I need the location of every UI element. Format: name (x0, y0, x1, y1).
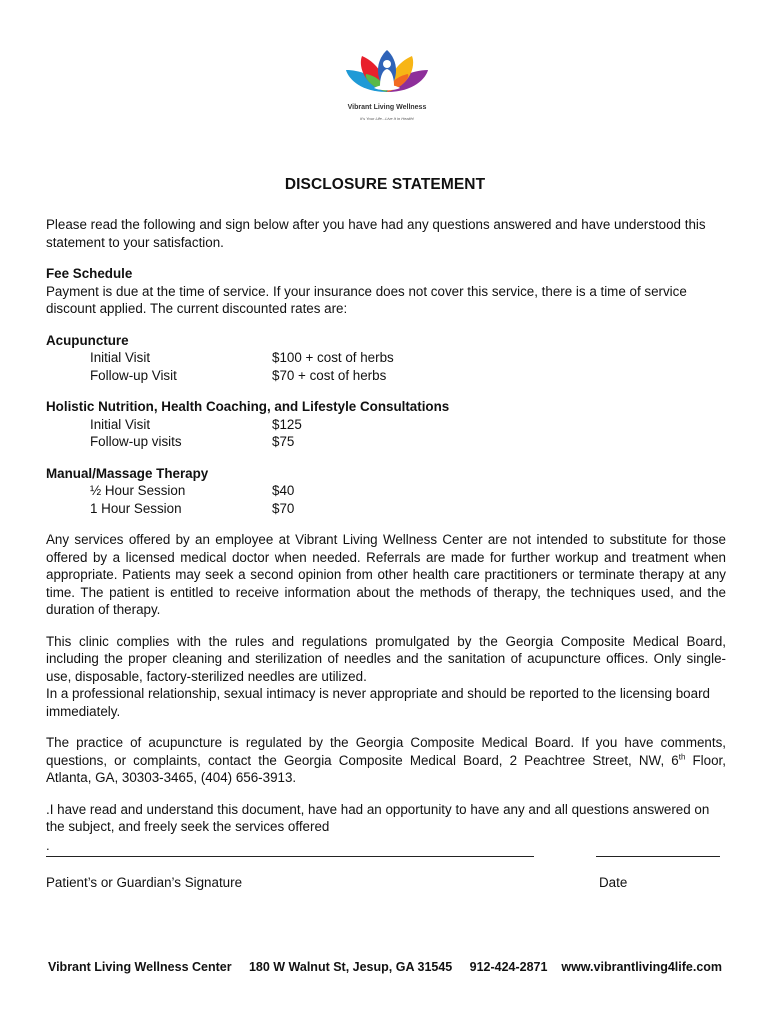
professional-conduct-paragraph: In a professional relationship, sexual intimacy is never appropriate and should be reported to the licensing board immediately. (46, 686, 710, 719)
page-title: DISCLOSURE STATEMENT (284, 176, 486, 193)
fee-schedule-text: Payment is due at the time of service. If your insurance does not cover this service, there is a time of service discount applied. The current discounted rates are: (46, 283, 687, 316)
rate-label: Follow-up Visit (90, 367, 177, 383)
acupuncture-section (46, 332, 726, 385)
rate-row (46, 367, 726, 385)
nutrition-section (46, 398, 726, 451)
signature-line[interactable] (46, 856, 534, 857)
logo (337, 48, 437, 128)
rate-label: Initial Visit (90, 350, 151, 365)
document-body (46, 216, 726, 836)
rate-price: $100 + cost of herbs (272, 350, 394, 365)
rate-label: Initial Visit (90, 416, 151, 432)
rate-price: $125 (272, 416, 302, 432)
nutrition-heading: Holistic Nutrition, Health Coaching, and Lifestyle Consultations (46, 399, 450, 414)
rate-price: $70 + cost of herbs (272, 367, 387, 383)
date-label: Date (599, 875, 628, 890)
regulation-paragraph (46, 734, 726, 787)
massage-heading: Manual/Massage Therapy (46, 465, 209, 481)
fee-schedule-section (46, 265, 726, 318)
footer: Vibrant Living Wellness Center 180 W Walnut St, Jesup, GA 31545 912-424-2871 www.vibrantliving4life.com (47, 960, 723, 974)
logo-tagline: It's Your Life...Live It in Health! (360, 116, 414, 121)
rate-row (46, 349, 726, 367)
rate-row (46, 482, 726, 500)
rate-label: 1 Hour Session (90, 500, 182, 516)
rate-label: ½ Hour Session (90, 483, 186, 498)
compliance-section (46, 633, 726, 721)
rate-row (46, 416, 726, 434)
compliance-paragraph: This clinic complies with the rules and regulations promulgated by the Georgia Composite Medical Board, including the proper cleaning and sterilization of needles and the sanitation of acupuncture offices. Only single-use, disposable, factory-sterilized needles are utilized. (46, 633, 726, 684)
logo-name: Vibrant Living Wellness (347, 104, 427, 111)
intro-text: Please read the following and sign below after you have had any questions answered and have understood this statement to your satisfaction. (46, 217, 706, 250)
rate-row (46, 500, 726, 518)
massage-section (46, 465, 726, 518)
rate-price: $70 (272, 500, 295, 516)
rate-price: $40 (272, 483, 295, 498)
regulation-text: The practice of acupuncture is regulated by the Georgia Composite Medical Board. If you have comments, questions, or complaints, contact the Georgia Composite Medical Board, 2 Peachtree Street, NW, 6 (46, 735, 726, 768)
regulation-text-end: Floor, Atlanta, GA, 30303-3465, (404) 656-3913. (46, 752, 726, 785)
services-paragraph: Any services offered by an employee at Vibrant Living Wellness Center are not intended to substitute for those offered by a licensed medical doctor when needed. Referrals are made for further workup and treatment when appropriate. Patients may seek a second opinion from other health care practitioners or terminate therapy at any time. The patient is entitled to receive information about the methods of therapy, the techniques used, and the duration of therapy. (46, 532, 726, 617)
stray-period: . (46, 838, 50, 853)
date-line[interactable] (596, 856, 720, 857)
ordinal-suffix: th (678, 752, 686, 762)
rate-row (46, 433, 726, 451)
rate-label: Follow-up visits (90, 434, 182, 449)
acknowledgement-paragraph: .I have read and understand this document, have had an opportunity to have any and all questions answered on the subject, and freely seek the services offered (46, 801, 710, 834)
rate-price: $75 (272, 434, 295, 449)
lotus-icon (342, 48, 432, 104)
acupuncture-heading: Acupuncture (46, 332, 129, 348)
fee-schedule-heading: Fee Schedule (46, 266, 133, 281)
signature-label: Patient’s or Guardian’s Signature (46, 875, 243, 890)
